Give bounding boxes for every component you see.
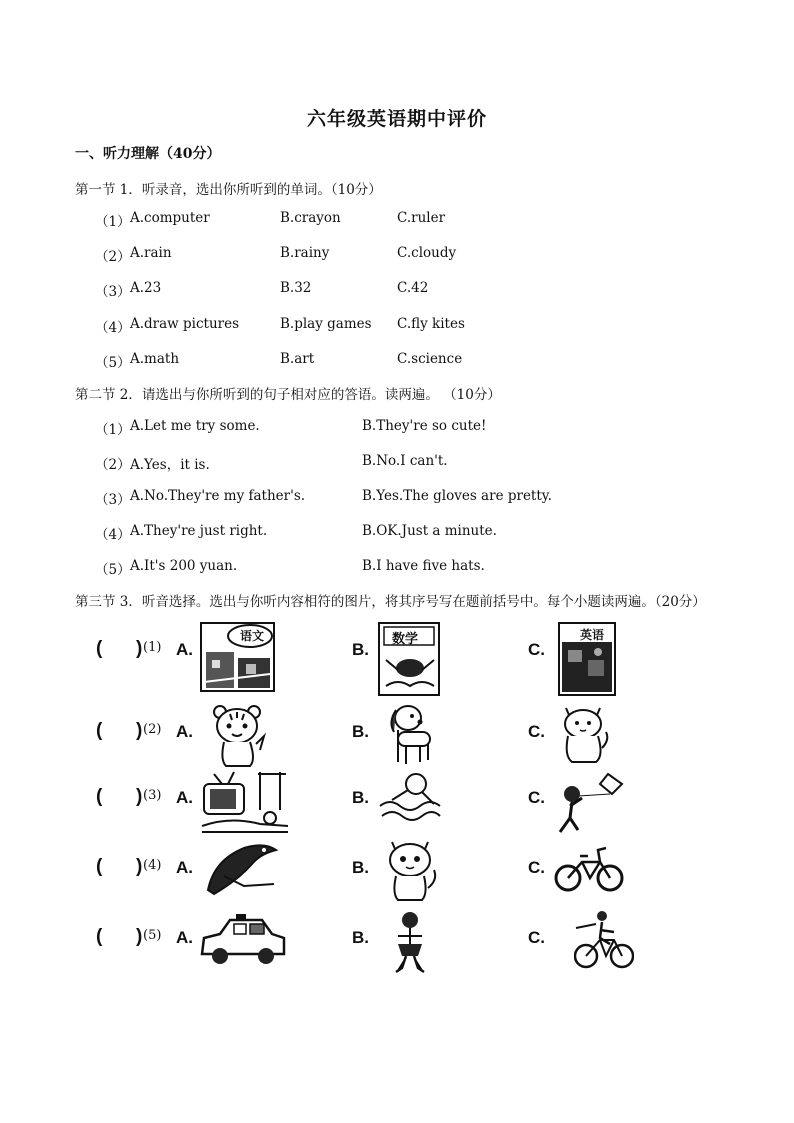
option-c: C.fly kites [397,316,465,332]
option-b: B.crayon [280,210,341,226]
option-b: B.rainy [280,245,330,261]
option-a: A.computer [130,210,210,226]
option-b: B.play games [280,316,372,332]
item-number: （4） [95,320,131,336]
chinese-book-picture [200,622,275,692]
tiger-picture [210,704,268,768]
item-number: （1） [95,422,131,438]
section-heading-listening: 一、听力理解（40分） [75,146,221,162]
answer-paren-close: ) [136,638,143,659]
answer-paren-open: ( [96,638,103,659]
car-picture [198,910,288,972]
option-b: B.OK.Just a minute. [362,523,497,539]
picture-question-1 [90,622,650,692]
girl-picture [386,910,436,974]
watch-tv-picture [200,770,290,836]
option-c: C.ruler [397,210,446,226]
fly-kite-picture [552,770,626,836]
picture-question-3 [90,770,650,840]
option-b: B.art [280,351,315,367]
part3-instruction: 第三节 3．听音选择。选出与你听内容相符的图片，将其序号写在题前括号中。每个小题读两遍。（20分） [75,594,706,610]
page-title: 六年级英语期中评价 [306,108,487,130]
picture-question-2 [90,704,650,774]
option-b-label: B. [352,928,369,947]
option-c-label: C. [528,722,545,741]
option-b: B.They're so cute! [362,418,487,434]
option-c-label: C. [528,928,545,947]
question-number: (5) [143,928,162,943]
bird-picture [204,840,280,900]
option-b: B.No.I can't. [362,453,448,469]
answer-paren-open: ( [96,786,103,807]
item-number: （3） [95,284,131,300]
english-book-picture [558,622,616,696]
option-a: A.23 [130,280,162,296]
cat-picture [558,704,610,764]
option-b-label: B. [352,640,369,659]
answer-paren-open: ( [96,926,103,947]
dog-picture [386,704,436,768]
bike-picture [554,840,626,894]
answer-paren-open: ( [96,720,103,741]
option-b: B.Yes.The gloves are pretty. [362,488,552,504]
cat-picture [384,840,440,902]
question-number: (3) [143,788,162,803]
item-number: （2） [95,249,131,265]
option-b-label: B. [352,788,369,807]
option-b-label: B. [352,858,369,877]
picture-question-4 [90,840,650,910]
option-a: A.draw pictures [130,316,240,332]
option-b-label: B. [352,722,369,741]
item-number: （3） [95,492,131,508]
option-a-label: A. [176,640,193,659]
option-c-label: C. [528,640,545,659]
item-number: （5） [95,355,131,371]
option-a: A.It's 200 yuan. [130,558,238,574]
question-number: (2) [143,722,162,737]
option-c: C.42 [397,280,429,296]
math-book-picture [378,622,440,696]
option-a: A.Yes，it is. [130,457,210,473]
option-a-label: A. [176,928,193,947]
option-c: C.science [397,351,463,367]
item-number: （2） [95,457,131,473]
option-a-label: A. [176,788,193,807]
answer-paren-close: ) [136,856,143,877]
option-c: C.cloudy [397,245,457,261]
option-a-label: A. [176,858,193,877]
option-a: A.math [130,351,180,367]
swimming-picture [378,770,442,828]
option-b: B.I have five hats. [362,558,485,574]
option-a: A.No.They're my father's. [130,488,306,504]
book-title: 英语 [580,628,605,642]
option-a: A.Let me try some. [130,418,260,434]
item-number: （1） [95,214,131,230]
girl-riding-bike-picture [574,910,634,970]
item-number: （5） [95,562,131,578]
answer-paren-close: ) [136,786,143,807]
answer-paren-open: ( [96,856,103,877]
part1-instruction: 第一节 1．听录音，选出你所听到的单词。（10分） [75,182,382,198]
question-number: (4) [143,858,162,873]
option-a: A.They're just right. [130,523,268,539]
book-title: 语文 [240,629,265,643]
option-c-label: C. [528,858,545,877]
picture-question-5 [90,910,650,980]
option-c-label: C. [528,788,545,807]
option-a: A.rain [130,245,172,261]
option-a-label: A. [176,722,193,741]
item-number: （4） [95,527,131,543]
part2-instruction: 第二节 2．请选出与你所听到的句子相对应的答语。读两遍。 （10分） [75,387,501,403]
answer-paren-close: ) [136,926,143,947]
question-number: (1) [143,640,162,655]
book-title: 数学 [392,632,419,647]
answer-paren-close: ) [136,720,143,741]
option-b: B.32 [280,280,312,296]
